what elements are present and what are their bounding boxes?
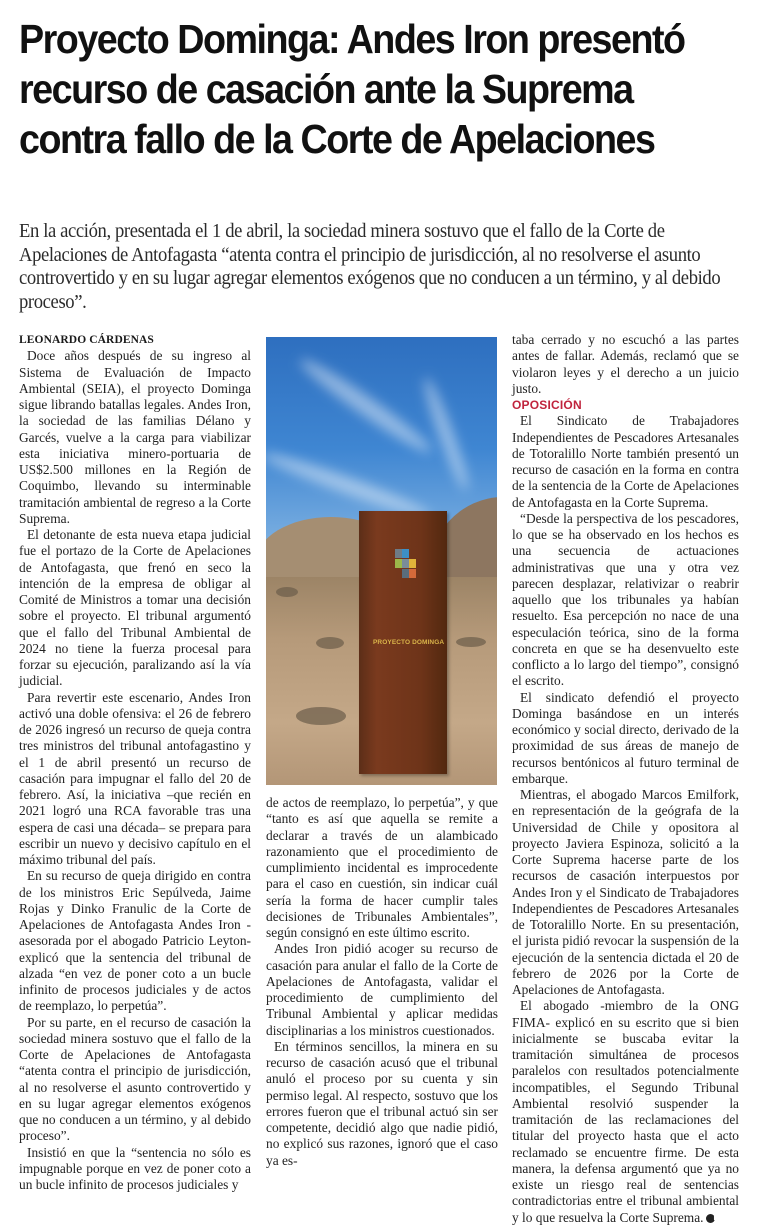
byline: LEONARDO CÁRDENAS: [19, 334, 154, 346]
article-column-2: [266, 795, 498, 1169]
paragraph: Andes Iron pidió acoger su recurso de casación para anular el fallo de la Corte de Apelaciones de Antofagasta, validar el procedimiento de cumplimiento del Tribunal Ambiental y aplicar medidas disciplinarias a los ministros cuestionados.: [266, 941, 498, 1038]
paragraph: Por su parte, en el recurso de casación la sociedad minera sostuvo que el fallo de la Corte de Apelaciones de Antofagasta “atenta contra el principio de jurisdicción, al no resolverse el asunto controvertido y en su lugar agregar elementos exógenos que no conducen a un término, y al debido proceso”.: [19, 1014, 251, 1144]
paragraph: Insistió en que la “sentencia no sólo es impugnable porque en vez de poner coto a un bucle infinito de procesos judiciales y: [19, 1144, 251, 1192]
paragraph: El sindicato defendió el proyecto Dominga basándose en un interés económico y social directo, derivado de la proximidad de sus áreas de manejo de recursos bentónicos al futuro terminal de embarque.: [512, 689, 739, 786]
dominga-sign: [359, 511, 447, 774]
article-headline: Proyecto Dominga: Andes Iron presentó recurso de casación ante la Suprema contra fallo de la Corte de Apelaciones: [19, 16, 685, 162]
article-column-3: [512, 332, 739, 1226]
paragraph: El Sindicato de Trabajadores Independientes de Pescadores Artesanales de Totoralillo Norte también presentó un recurso de casación en la forma en contra de la sentencia de la Corte de Apelaciones de Antofagasta en la Corte Suprema.: [512, 413, 739, 510]
shrub: [276, 587, 298, 597]
paragraph: de actos de reemplazo, lo perpetúa”, y que “tanto es así que aquella se remite a declarar a través de un alambicado razonamiento que el procedimiento de cumplimiento incidental es improcedente para el caso en cuestión, sin indicar cuál sería la forma de hacer cumplir tales decisiones de Tribunales Ambientales”, según consignó en este último escrito.: [266, 795, 498, 940]
shrub: [316, 637, 344, 649]
paragraph: Mientras, el abogado Marcos Emilfork, en representación de la geógrafa de la Universidad de Chile y opositora al proyecto Javiera Espinoza, solicitó a la Corte Suprema hacerse parte de los recursos de casación interpuestos por Andes Iron y el Sindicato de Trabajadores Independientes de Pescadores Artesanales de Totoralillo Norte. En su presentación, el jurista pidió revocar la suspensión de la ejecución de la sentencia dictada el 20 de febrero de 2026 por la Corte de Apelaciones de Antofagasta.: [512, 787, 739, 997]
article-photo: [266, 337, 497, 785]
paragraph: En su recurso de queja dirigido en contra de los ministros Eric Sepúlveda, Jaime Rojas y Dinko Franulic de la Corte de Apelaciones de Antofagasta Andes Iron -asesorada por el abogado Patricio Leyton- explicó que la sentencia del tribunal de alzada “en vez de poner coto a un bucle infinito de procesos judiciales y de actos de reemplazo, lo perpetúa”.: [19, 868, 251, 1014]
paragraph: En términos sencillos, la minera en su recurso de casación acusó que el tribunal anuló el proceso por su cuenta y sin permiso legal. Al respecto, sostuvo que los errores fueron que el tribunal actuó sin ser competente, decidió algo que nadie pidió, no explicó sus razones, ignoró que el caso ya es-: [266, 1038, 498, 1168]
paragraph-text: El abogado -miembro de la ONG FIMA- explicó en su escrito que si bien inicialmente se buscaba evitar la tramitación simultánea de procesos paralelos con resultados potencialmente incompatibles, el Segundo Tribunal Ambiental resolvió suspender la tramitación de las reclamaciones del titular del proyecto hasta que el acto reclamado se encuentre firme. De esta manera, la defensa argumentó que ya no existe un riesgo real de sentencias contradictorias entre el tribunal ambiental y lo que resuelva la Corte Suprema.: [512, 998, 739, 1225]
article-column-1: [19, 332, 251, 1193]
cloud-streak: [419, 375, 473, 493]
end-mark-icon: P: [706, 1214, 715, 1223]
paragraph: Doce años después de su ingreso al Sistema de Evaluación de Impacto Ambiental (SEIA), el proyecto Dominga sigue librando batallas legales. Andes Iron, la sociedad de las familias Délano y Garcés, vuelve a la carga para viabilizar esta iniciativa minero-portuaria de US$2.500 millones en la Región de Coquimbo, llevando su interminable tramitación ambiental de regreso a la Corte Suprema.: [19, 348, 251, 526]
sign-text: PROYECTO DOMINGA: [373, 639, 445, 646]
paragraph: Para revertir este escenario, Andes Iron activó una doble ofensiva: el 26 de febrero de 2026 ingresó un recurso de queja contra tres ministros del tribunal antofagastino y el 1 de abril presentó un recurso de casación para impugnar el fallo del 20 de febrero. Así, la iniciativa –que recién en 2021 logró una RCA favorable tras una espera de casi una década– se prepara para escribir un nuevo y decisivo capítulo en el máximo tribunal del país.: [19, 689, 251, 867]
paragraph: taba cerrado y no escuchó a las partes antes de fallar. Además, reclamó que se violaron leyes y el derecho a un juicio justo.: [512, 332, 739, 396]
shrub: [456, 637, 486, 647]
paragraph: [512, 998, 739, 1226]
cloud-streak: [295, 353, 436, 460]
dominga-logo-icon: [393, 549, 417, 587]
paragraph: “Desde la perspectiva de los pescadores, lo que se ha observado en los hechos es una secuencia de actuaciones administrativas que una y otra vez parecen desplazar, relativizar o reabrir aquello que los tribunales ya habían resuelto. Esa percepción no nace de una especulación teórica, sino de la forma concreta en que se ha desenvuelto este conflicto a lo largo del tiempo”, consignó el escrito.: [512, 510, 739, 689]
shrub: [296, 707, 346, 725]
section-heading: OPOSICIÓN: [512, 398, 582, 412]
paragraph: El detonante de esta nueva etapa judicial fue el portazo de la Corte de Apelaciones de Antofagasta, que frenó en seco la intención de la empresa de obligar al Comité de Ministros a tomar una decisión sobre el proyecto. El tribunal argumentó que el fallo del Tribunal Ambiental de 2024 no tiene la fuerza procesal para forzar su ejecución, paralizando así la vía judicial.: [19, 527, 251, 689]
article-deck: En la acción, presentada el 1 de abril, la sociedad minera sostuvo que el fallo de la Corte de Apelaciones de Antofagasta “atenta contra el principio de jurisdicción, al no resolverse el asunto controvertido y en su lugar agregar elementos exógenos que no conducen a un término, y al debido proceso”.: [19, 221, 721, 313]
